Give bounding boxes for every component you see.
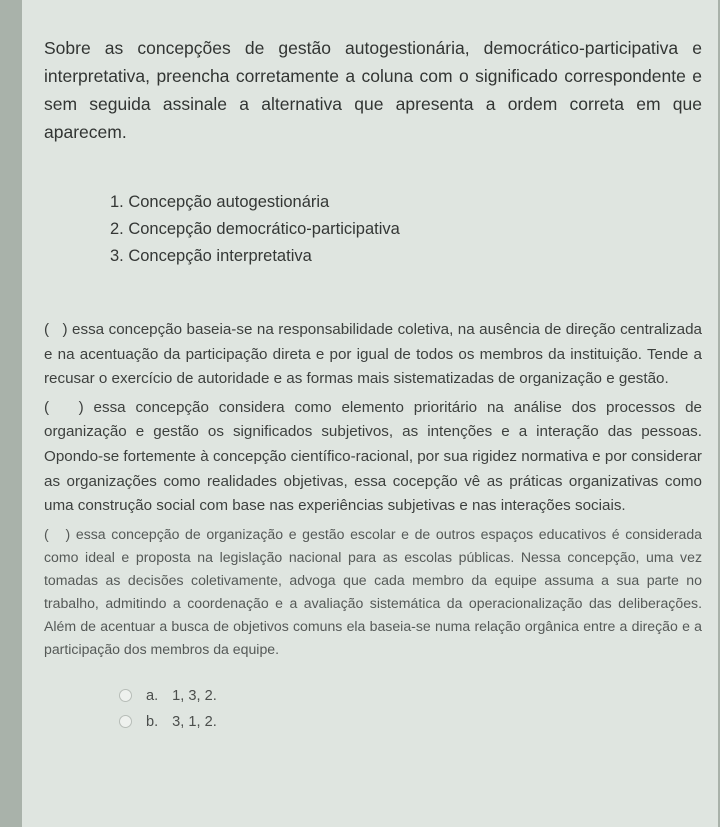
- matching-item-text: essa concepção de organização e gestão escolar e de outros espaços educativos é considerada como ideal e proposta na legislação nacional para as escolas públicas. Nessa concepção, uma vez tomadas as decisões coletivamente, advoga que cada membro da equipe assuma a sua parte no trabalho, admitindo a coordenação e a avaliação sistemática da operacionalização das deliberações. Além de acentuar a busca de objetivos comuns ela baseia-se numa relação orgânica entre a direção e a participação dos membros da equipe.: [44, 525, 703, 657]
- matching-item-text: essa concepção considera como elemento prioritário na análise dos processos de organização e gestão os significados subjetivos, as intenções e a interação das pessoas. Opondo-se fortemente à concepção científico-racional, por sua rigidez normativa e por considerar as organizações como realidades objetivas, essa cocepção vê as práticas organizativas como uma construção social com base nas experiências subjetivas e nas interações sociais.: [44, 398, 702, 515]
- radio-button[interactable]: [119, 689, 132, 702]
- concept-item-1: 1. Concepção autogestionária: [110, 193, 330, 211]
- concept-list: [44, 189, 702, 270]
- answer-options: [44, 683, 702, 735]
- matching-item-1: [44, 318, 702, 392]
- concept-item-2: 2. Concepção democrático-participativa: [110, 220, 400, 238]
- matching-item-2: [44, 396, 702, 519]
- radio-button[interactable]: [119, 715, 132, 728]
- answer-blank[interactable]: ( ): [44, 321, 68, 338]
- option-letter: a.: [146, 687, 159, 704]
- option-letter: b.: [146, 713, 159, 730]
- question-card: [22, 0, 718, 827]
- question-intro: Sobre as concepções de gestão autogestionária, democrático-participativa e interpretativa, preencha corretamente a coluna com o significado correspondente e sem seguida assinale a alternativa que apresenta a ordem correta em que aparecem.: [44, 38, 702, 142]
- answer-blank[interactable]: ( ): [44, 525, 71, 542]
- concept-item-3: 3. Concepção interpretativa: [110, 247, 312, 265]
- option-text: 3, 1, 2.: [172, 713, 217, 730]
- answer-option-b[interactable]: [44, 709, 702, 735]
- matching-item-text: essa concepção baseia-se na responsabilidade coletiva, na ausência de direção centralizada e na acentuação da participação direta e por igual de todos os membros da instituição. Tende a recusar o exercício de autoridade e as formas mais sistematizadas de organização e gestão.: [44, 321, 702, 388]
- answer-blank[interactable]: ( ): [44, 398, 84, 416]
- option-text: 1, 3, 2.: [172, 687, 217, 704]
- matching-item-3: [44, 523, 702, 661]
- answer-option-a[interactable]: [44, 683, 702, 709]
